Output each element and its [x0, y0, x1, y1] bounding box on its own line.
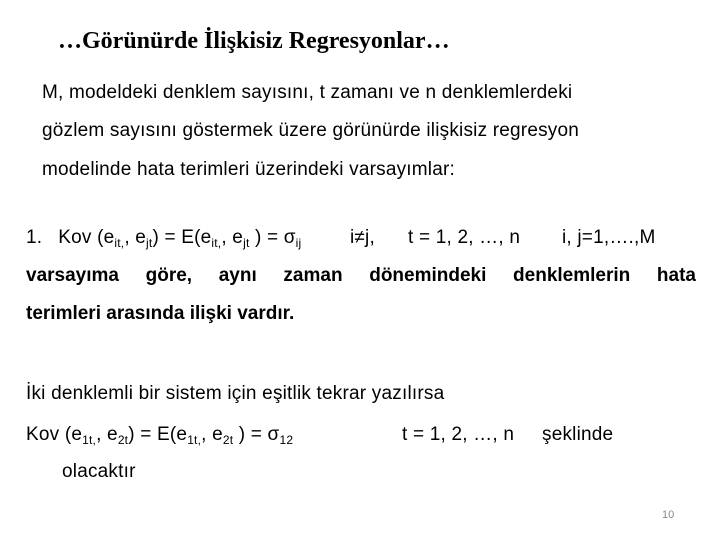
sub-1t-2: 1t, [187, 433, 202, 447]
sub-jt: jt [146, 236, 153, 250]
kov-text: Kov (e [58, 227, 115, 248]
seklinde-text: şeklinde [542, 424, 614, 445]
sigma-text: ) = σ [249, 227, 296, 248]
sub-2t: 2t [117, 433, 129, 447]
sub-12: 12 [279, 433, 294, 447]
comma-e-3: , e [96, 424, 118, 445]
intro-text-1: M, modeldeki denklem sayısını, t zamanı ve n denklemlerdeki [42, 82, 573, 103]
assumption-number: 1. [26, 227, 43, 248]
sigma-text-2: ) = σ [233, 424, 280, 445]
comma-e-4: , e [201, 424, 223, 445]
expectation-text-2: ) = E(e [128, 424, 188, 445]
bold-note-line-1: varsayıma göre, aynı zaman dönemindeki denklemlerin hata [26, 265, 696, 286]
sub-it: it, [114, 236, 125, 250]
two-eq-intro: İki denklemli bir sistem için eşitlik tekrar yazılırsa [26, 383, 445, 404]
sub-jt-2: jt [243, 236, 250, 250]
intro-text-2: gözlem sayısını göstermek üzere görünürde ilişkisiz regresyon [42, 120, 580, 141]
intro-line-1 [42, 82, 678, 104]
sub-2t-2: 2t [222, 433, 234, 447]
bold-note-line-2: terimleri arasında ilişki vardır. [26, 303, 295, 324]
kov-text-2: Kov (e [26, 424, 83, 445]
two-eq-t-range: t = 1, 2, …, n [402, 424, 515, 445]
condition-ij-range: i, j=1,….,M [562, 227, 656, 248]
page-number: 10 [662, 509, 675, 521]
intro-line-3: modelinde hata terimleri üzerindeki varsayımlar: [42, 159, 455, 180]
page-title: …Görünürde İlişkisiz Regresyonlar… [58, 28, 450, 54]
assumption-1 [26, 227, 301, 249]
sub-ij: ij [295, 236, 302, 250]
expectation-text: ) = E(e [152, 227, 212, 248]
olacaktir-text: olacaktır [62, 461, 136, 482]
condition-i-not-j: i≠j, [350, 227, 375, 248]
sub-it-2: it, [211, 236, 222, 250]
intro-line-2 [42, 120, 678, 142]
two-eq-formula [26, 424, 293, 446]
comma-e-2: , e [221, 227, 244, 248]
condition-t-range: t = 1, 2, …, n [408, 227, 521, 248]
comma-e: , e [124, 227, 147, 248]
sub-1t: 1t, [82, 433, 97, 447]
